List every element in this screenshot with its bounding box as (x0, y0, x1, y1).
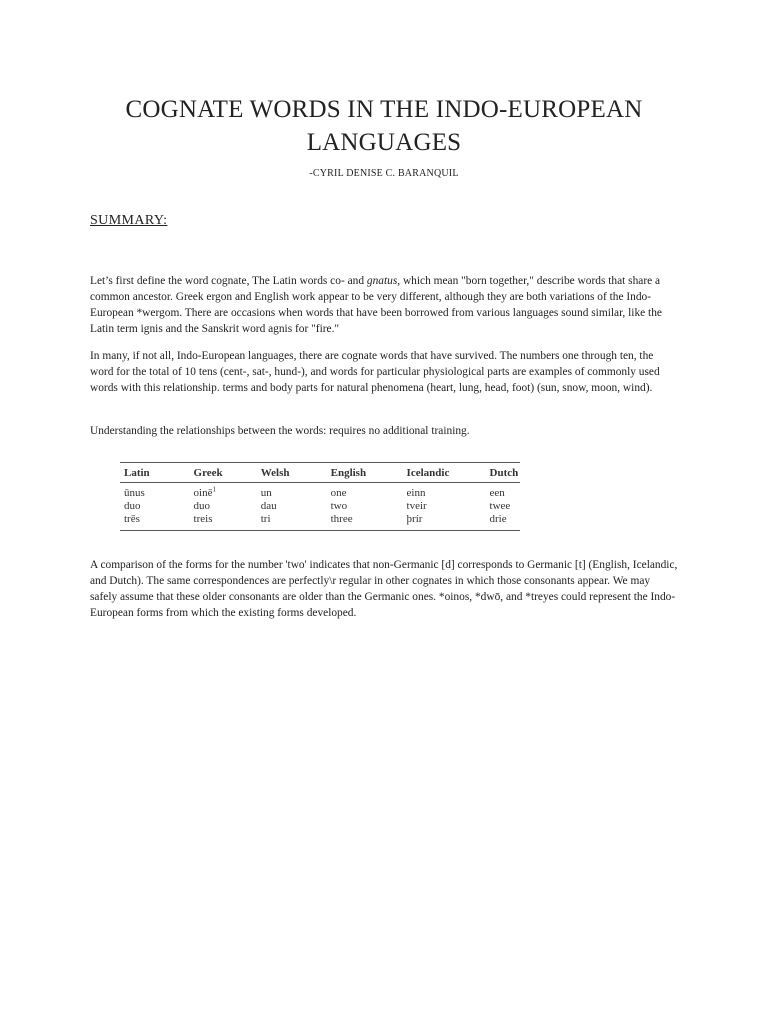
paragraph-surviving-cognates: In many, if not all, Indo-European languages, there are cognate words that have survived. The numbers one through ten, the word for the total of 10 tens (cent-, sat-, hund-), and words for particular physiological parts are examples of commonly used words with this relationship. terms and body parts for natural phenomena (heart, lung, head, foot) (sun, snow, moon, wind). (90, 350, 660, 394)
column-header: Welsh (257, 463, 327, 483)
table-cell: drie (486, 513, 520, 531)
paragraph-text: Let’s first define the word cognate, The Latin words co- and (90, 275, 367, 287)
table-cell: einn (406, 487, 426, 499)
table-cell: tri (257, 513, 327, 531)
table-cell: two (330, 500, 348, 512)
column-header: Greek (190, 463, 257, 483)
table-cell: one (330, 487, 347, 499)
table-cell: un (260, 487, 272, 499)
table-cell: duo (193, 500, 211, 512)
column-header: Dutch (486, 463, 520, 483)
paragraph-relationships: Understanding the relationships between the words: requires no additional training. (90, 425, 470, 437)
cognate-table-figure (120, 462, 520, 540)
table-cell: tveir (406, 500, 427, 512)
summary-heading: SUMMARY: (90, 213, 168, 228)
table-cell (190, 483, 257, 501)
column-header: English (327, 463, 403, 483)
paragraph-text: , which mean "born together," describe words that share a common ancestor. Greek ergon and English work appear to be very different, although they are both variations of the Indo-European *wergom. There are occasions when words that have been borrowed from various languages sound similar, like the Latin term ignis and the Sanskrit word agnis for "fire." (90, 275, 662, 335)
footnote-mark: 1 (212, 485, 216, 494)
table-cell: three (327, 513, 403, 531)
table-cell: dau (260, 500, 277, 512)
table-cell: treis (190, 513, 257, 531)
table-header-row (120, 463, 520, 483)
table-row (120, 500, 520, 513)
italic-term: gnatus (366, 275, 398, 287)
table-cell: ūnus (124, 487, 145, 499)
author-line: -CYRIL DENISE C. BARANQUIL (309, 168, 459, 179)
table-cell: een (489, 487, 505, 499)
document-title: COGNATE WORDS IN THE INDO-EUROPEAN LANGUAGES (125, 96, 643, 156)
table-cell: þrír (403, 513, 486, 531)
column-header: Icelandic (403, 463, 486, 483)
table-cell-text: oinē (193, 487, 213, 499)
paragraph-cognate-definition (90, 273, 678, 337)
table-cell: twee (489, 500, 511, 512)
table-cell: duo (124, 500, 141, 512)
table-cell: trēs (120, 513, 190, 531)
table-row (120, 513, 520, 531)
paragraph-comparison: A comparison of the forms for the number 'two' indicates that non-Germanic [d] corresponds to Germanic [t] (English, Icelandic, and Dutch). The same correspondences are perfectly\r regular in other cognates in which those consonants appear. We may safely assume that these older consonants are older than the Germanic ones. *oinos, *dwō, and *treyes could represent the Indo-European forms from which the existing forms developed. (90, 559, 678, 619)
column-header: Latin (120, 463, 190, 483)
table-row (120, 483, 520, 501)
cognate-table (120, 462, 520, 531)
